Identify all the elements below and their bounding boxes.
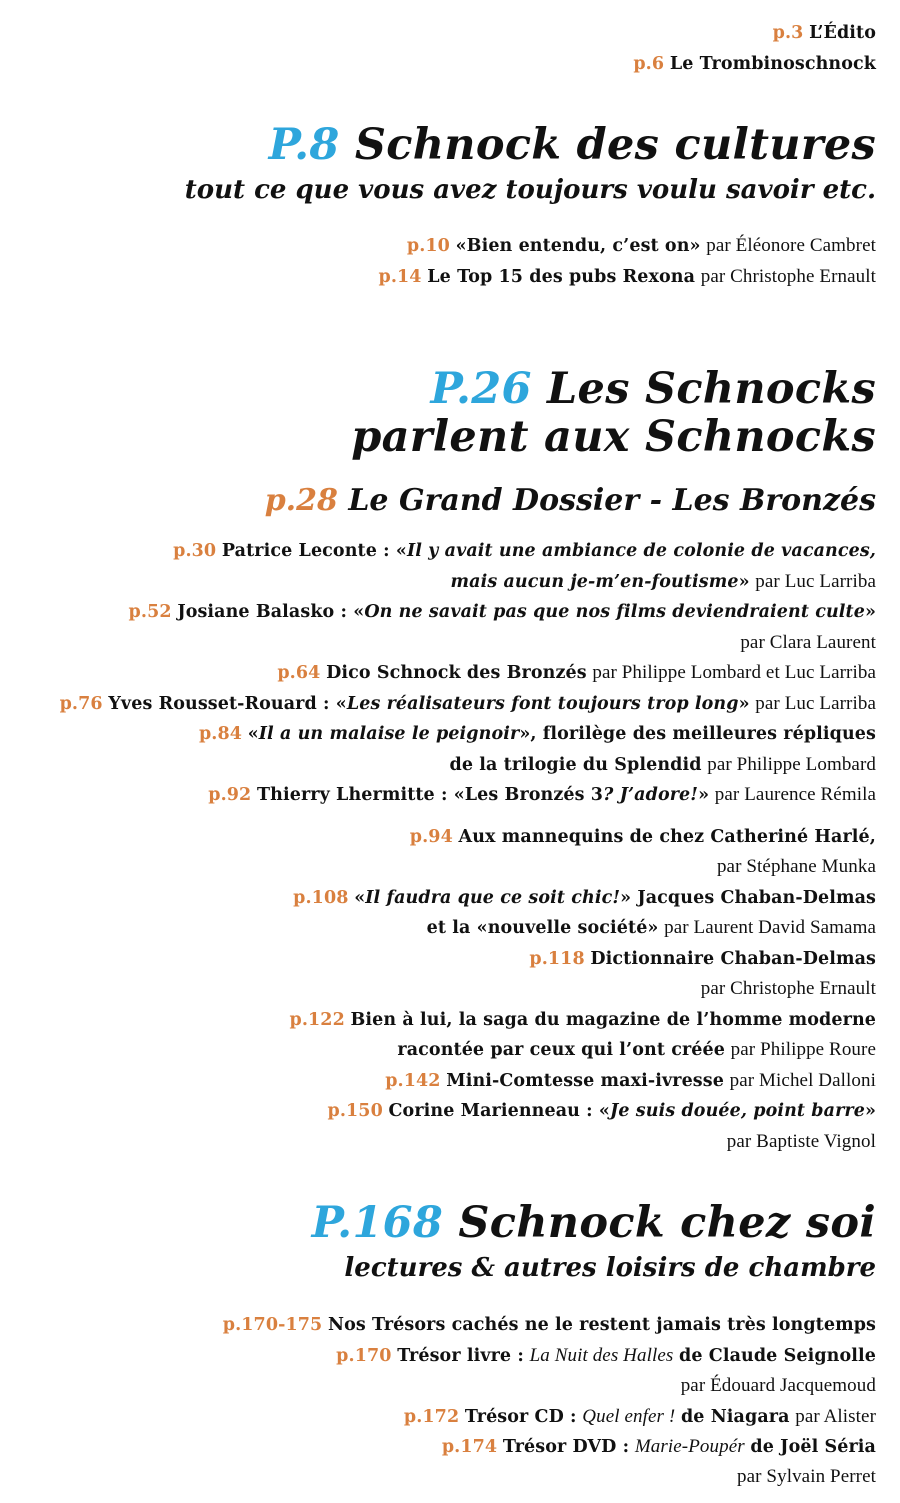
page-number: p.3 [772,23,804,43]
entry-title: racontée par ceux qui l’ont créée [397,1040,725,1060]
quote-close: » [864,602,876,622]
toc-entry-p108 [293,887,876,909]
entry-title: Nos Trésors cachés ne le restent jamais très longtemps [327,1315,876,1335]
entry-label: Trésor CD : [464,1407,577,1427]
toc-entry-p94-author [717,856,876,878]
entry-title: », florilège des meilleures répliques [519,724,876,744]
entry-author: par Laurent David Samama [664,917,876,938]
toc-entry-edito [773,22,876,44]
entry-title: Le Trombinoschnock [669,54,876,74]
page-number: p.76 [59,694,103,714]
section-title-line2: parlent aux Schnocks [351,412,876,462]
page-number: p.150 [327,1101,383,1121]
toc-entry-p150 [327,1100,876,1122]
section-page-number: P.8 [268,120,340,170]
page-number: p.172 [403,1407,460,1427]
section-subtitle: tout ce que vous avez toujours voulu savoir etc. [184,175,876,205]
entry-label: Trésor DVD : [502,1437,630,1457]
entry-title: de Joël Séria [750,1437,876,1457]
page-number: p.94 [409,827,453,847]
entry-title: Mini-Comtesse maxi-ivresse [446,1071,724,1091]
entry-author: par Philippe Roure [730,1039,876,1060]
toc-entry-p118-author [701,978,876,1000]
quote-open: « [354,888,366,908]
entry-name: Thierry Lhermitte : «Les Bronzés 3 [257,785,604,805]
entry-author: par Alister [795,1406,876,1427]
toc-entry-p52 [129,601,876,623]
page-number: p.52 [128,602,172,622]
toc-entry-p94 [410,826,876,848]
entry-author: par Christophe Ernault [700,978,876,999]
page-number: p.174 [441,1437,498,1457]
toc-entry-p172 [404,1406,876,1428]
entry-author: par Clara Laurent [740,632,876,653]
toc-entry-p108-line2 [427,917,876,939]
entry-author: par Laurence Rémila [714,784,876,805]
section-heading-schnocks [430,364,876,414]
section-page-number: P.26 [430,364,532,414]
page-number: p.170 [336,1346,392,1366]
entry-quote: Il faudra que ce soit chic! [365,888,621,908]
toc-entry-p84-line2 [450,754,877,776]
entry-quote: Je suis douée, point barre [609,1101,865,1121]
entry-title: Bien à lui, la saga du magazine de l’homme moderne [350,1010,876,1030]
entry-name: Yves Rousset-Rouard : « [108,694,347,714]
entry-title: L’Édito [809,23,876,43]
quote-close: » [698,785,710,805]
entry-work: Quel enfer ! [582,1406,676,1427]
toc-entry-p170 [336,1345,876,1367]
entry-title: Dictionnaire Chaban-Delmas [590,949,876,969]
toc-entry-p150-author [727,1131,876,1153]
entry-author: par Luc Larriba [755,571,876,592]
entry-title: «Bien entendu, c’est on» [455,236,701,256]
entry-name: Corine Marienneau : « [388,1101,610,1121]
toc-entry-p122-line2 [397,1039,876,1061]
entry-quote: Il a un malaise le peignoir [258,724,520,744]
section-heading-chez-soi [312,1198,876,1248]
toc-entry-p52-author [740,632,876,654]
toc-entry-p92 [208,784,876,806]
toc-entry-p142 [385,1070,876,1092]
quote-close: » [738,694,750,714]
entry-label: Trésor livre : [397,1346,524,1366]
section-subtitle: lectures & autres loisirs de chambre [344,1253,876,1283]
quote-open: « [247,724,259,744]
entry-title: Aux mannequins de chez Catheriné Harlé, [458,827,876,847]
page-number: p.170-175 [222,1315,323,1335]
quote-close: » [738,572,750,592]
entry-author: par Philippe Lombard et Luc Larriba [592,662,876,683]
section-title: Les Schnocks [547,364,876,414]
entry-title: de Claude Seignolle [679,1346,876,1366]
toc-entry-p122 [289,1009,876,1031]
section-page-number: P.168 [311,1198,444,1248]
dossier-title: Le Grand Dossier - Les Bronzés [348,483,876,518]
toc-entry-p174-author [737,1466,876,1488]
toc-entry-p30 [173,540,876,562]
toc-entry-p118 [529,948,876,970]
entry-title: Dico Schnock des Bronzés [326,663,587,683]
page-number: p.92 [208,785,252,805]
entry-author: par Stéphane Munka [716,856,876,877]
toc-entry-p64 [277,662,876,684]
section-title: Schnock des cultures [354,120,876,170]
entry-title: » Jacques Chaban-Delmas [620,888,876,908]
page-number: p.108 [293,888,349,908]
page-number: p.30 [173,541,217,561]
page-number: p.6 [633,54,665,74]
entry-name: Patrice Leconte : « [221,541,407,561]
entry-author: par Éléonore Cambret [706,235,876,256]
page-number: p.10 [406,236,450,256]
entry-title: Le Top 15 des pubs Rexona [427,267,696,287]
section-heading-cultures [269,120,876,170]
entry-author: par Édouard Jacquemoud [680,1375,876,1396]
toc-entry-trombinoschnock [633,53,876,75]
entry-author: par Philippe Lombard [707,754,876,775]
dossier-heading [265,483,876,519]
toc-entry-p170-author [681,1375,876,1397]
entry-quote: Il y avait une ambiance de colonie de vacances, [406,541,876,561]
entry-name: Josiane Balasko : « [177,602,365,622]
page-number: p.28 [264,483,338,518]
entry-author: par Baptiste Vignol [726,1131,876,1152]
entry-quote: mais aucun je-m’en-foutisme [450,572,739,592]
entry-author: par Sylvain Perret [737,1466,876,1487]
toc-entry-p174 [442,1436,876,1458]
entry-title: de Niagara [680,1407,790,1427]
entry-title: et la «nouvelle société» [426,918,659,938]
page-number: p.84 [198,724,243,744]
page-number: p.142 [385,1071,441,1091]
entry-quote: ? J’adore! [603,785,699,805]
entry-quote: On ne savait pas que nos films deviendraient culte [364,602,865,622]
entry-work: Marie-Poupér [634,1436,745,1457]
entry-author: par Christophe Ernault [700,266,876,287]
entry-work: La Nuit des Halles [529,1345,674,1366]
entry-author: par Luc Larriba [755,693,876,714]
toc-entry-p170-175 [223,1314,876,1336]
page-number: p.122 [289,1010,345,1030]
entry-author: par Michel Dalloni [729,1070,876,1091]
toc-entry-p30-line2 [451,571,876,593]
toc-entry-p14 [378,266,876,288]
page-number: p.64 [277,663,321,683]
toc-entry-p10 [407,235,876,257]
toc-entry-p76 [60,693,876,715]
toc-entry-p84 [199,723,876,745]
quote-close: » [864,1101,876,1121]
page-number: p.118 [529,949,585,969]
entry-title: de la trilogie du Splendid [449,755,702,775]
page-number: p.14 [378,267,422,287]
entry-quote: Les réalisateurs font toujours trop long [346,694,739,714]
section-title: Schnock chez soi [458,1198,876,1248]
